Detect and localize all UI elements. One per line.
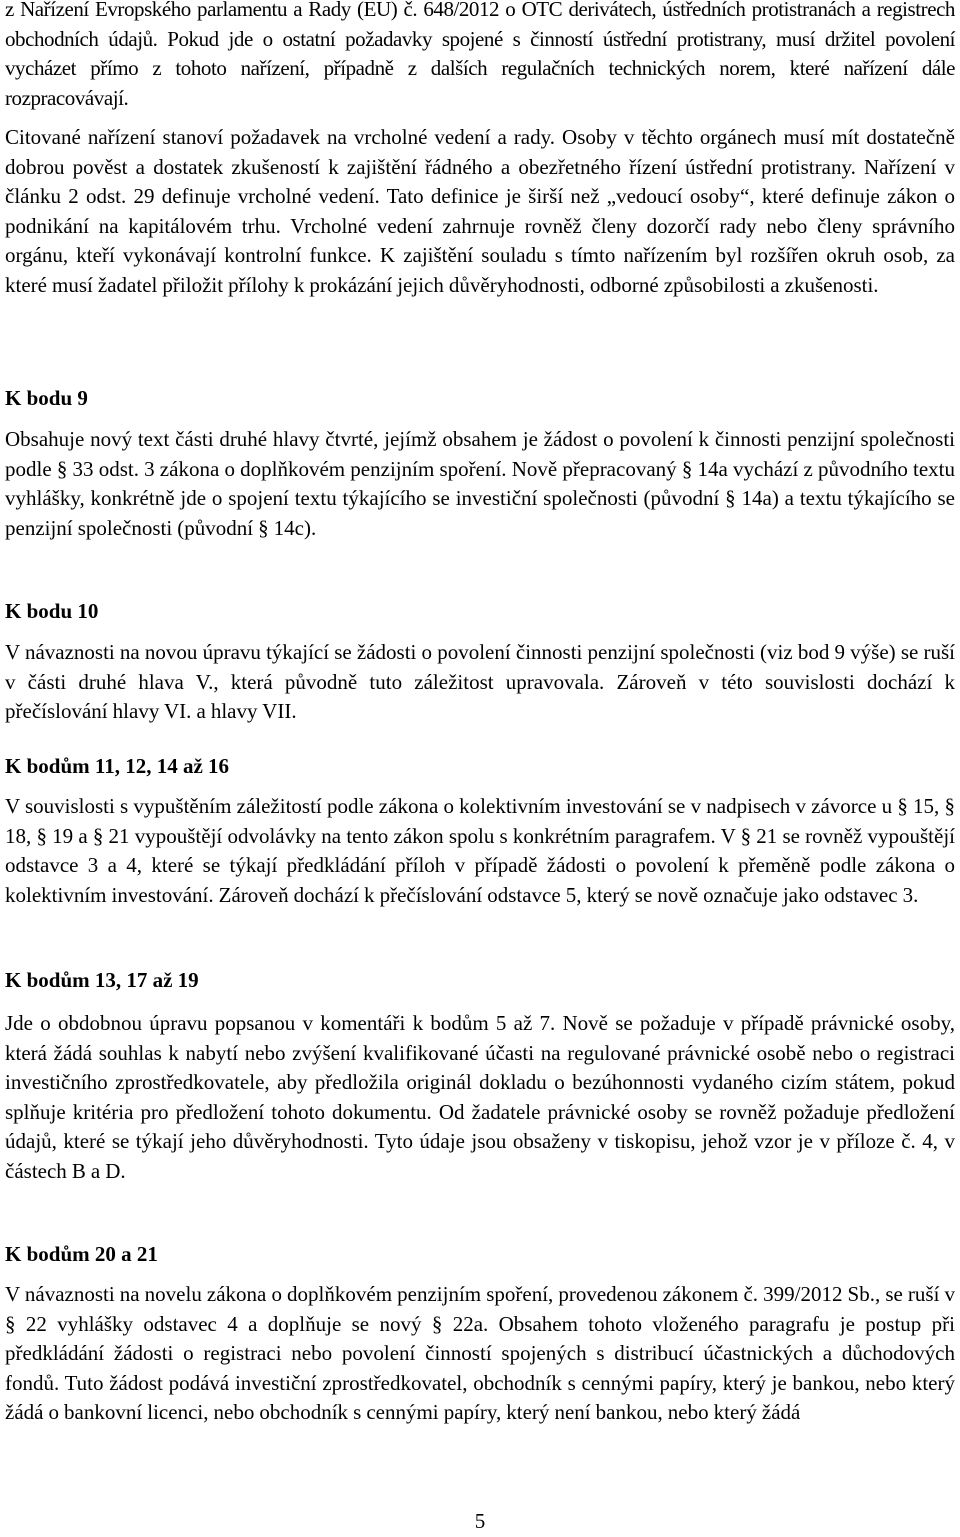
section-heading: K bodu 9 [5,386,88,410]
section-paragraph: V návaznosti na novou úpravu týkající se žádosti o povolení činnosti penzijní společnosti (viz bod 9 výše) se ruší v části druhé hlava V., která původně tuto záležitost upravovala. Zároveň v této souvislosti dochází k přečíslování hlavy VI. a hlavy VII. [5,640,955,723]
section-heading: K bodům 20 a 21 [5,1242,158,1266]
section-paragraph: V souvislosti s vypuštěním záležitostí podle zákona o kolektivním investování se v nadpisech v závorce u § 15, § 18, § 19 a § 21 vypouštějí odvolávky na tento zákon spolu s konkrétním paragrafem. V § 21 se rovněž vypouštějí odstavce 3 a 4, které se týkají předkládání příloh v případě žádosti o povolení k přeměně podle zákona o kolektivním investování. Zároveň dochází k přečíslování odstavce 5, který se nově označuje jako odstavec 3. [5,794,955,907]
paragraph-intro: z Nařízení Evropského parlamentu a Rady (EU) č. 648/2012 o OTC derivátech, ústředních protistranách a registrech obchodních údajů. Pokud jde o ostatní požadavky spojené s činností ústřední protistrany, musí držitel povolení vycházet přímo z tohoto nařízení, případně z dalších regulačních technických norem, které nařízení dále rozpracovávají. [5,0,955,110]
section-paragraph: Obsahuje nový text části druhé hlavy čtvrté, jejímž obsahem je žádost o povolení k činnosti penzijní společnosti podle § 33 odst. 3 zákona o doplňkovém penzijním spoření. Nově přepracovaný § 14a vychází z původního textu vyhlášky, konkrétně jde o spojení textu týkajícího se investiční společnosti (původní § 14a) a textu týkajícího se penzijní společnosti (původní § 14c). [5,427,955,540]
page-number: 5 [474,1509,486,1533]
paragraph-leadership: Citované nařízení stanoví požadavek na vrcholné vedení a rady. Osoby v těchto orgánech musí mít dostatečně dobrou pověst a dostatek zkušeností k zajištění řádného a obezřetného řízení ústřední protistrany. Nařízení v článku 2 odst. 29 definuje vrcholné vedení. Tato definice je širší než „vedoucí osoby“, které definuje zákon o podnikání na kapitálovém trhu. Vrcholné vedení zahrnuje rovněž členy dozorčí rady nebo členy správního orgánu, kteří vykonávají kontrolní funkce. K zajištění souladu s tímto nařízením byl rozšířen okruh osob, za které musí žadatel přiložit přílohy k prokázání jejich důvěryhodnosti, odborné způsobilosti a zkušenosti. [5,125,955,297]
section-heading: K bodům 13, 17 až 19 [5,968,199,992]
section-paragraph: V návaznosti na novelu zákona o doplňkovém penzijním spoření, provedenou zákonem č. 399/2012 Sb., se ruší v § 22 vyhlášky odstavec 4 a doplňuje se nový § 22a. Obsahem tohoto vloženého paragrafu je postup při předkládání žádosti o registraci nebo povolení činností spojených s distribucí účastnických a důchodových fondů. Tuto žádost podává investiční zprostředkovatel, obchodník s cennými papíry, který je bankou, nebo který žádá o bankovní licenci, nebo obchodník s cennými papíry, který není bankou, nebo který žádá [5,1282,955,1424]
section-paragraph: Jde o obdobnou úpravu popsanou v komentáři k bodům 5 až 7. Nově se požaduje v případě právnické osoby, která žádá souhlas k nabytí nebo zvýšení kvalifikované účasti na regulované právnické osobě nebo o registraci investičního zprostředkovatele, aby předložila originál dokladu o bezúhonnosti vydaného cizím státem, pokud splňuje kritéria pro předložení tohoto dokumentu. Od žadatele právnické osoby se rovněž požaduje předložení údajů, které se týkají jeho důvěryhodnosti. Tyto údaje jsou obsaženy v tiskopisu, jehož vzor je v příloze č. 4, v částech B a D. [5,1011,955,1183]
section-heading: K bodu 10 [5,599,99,623]
section-heading: K bodům 11, 12, 14 až 16 [5,754,230,778]
